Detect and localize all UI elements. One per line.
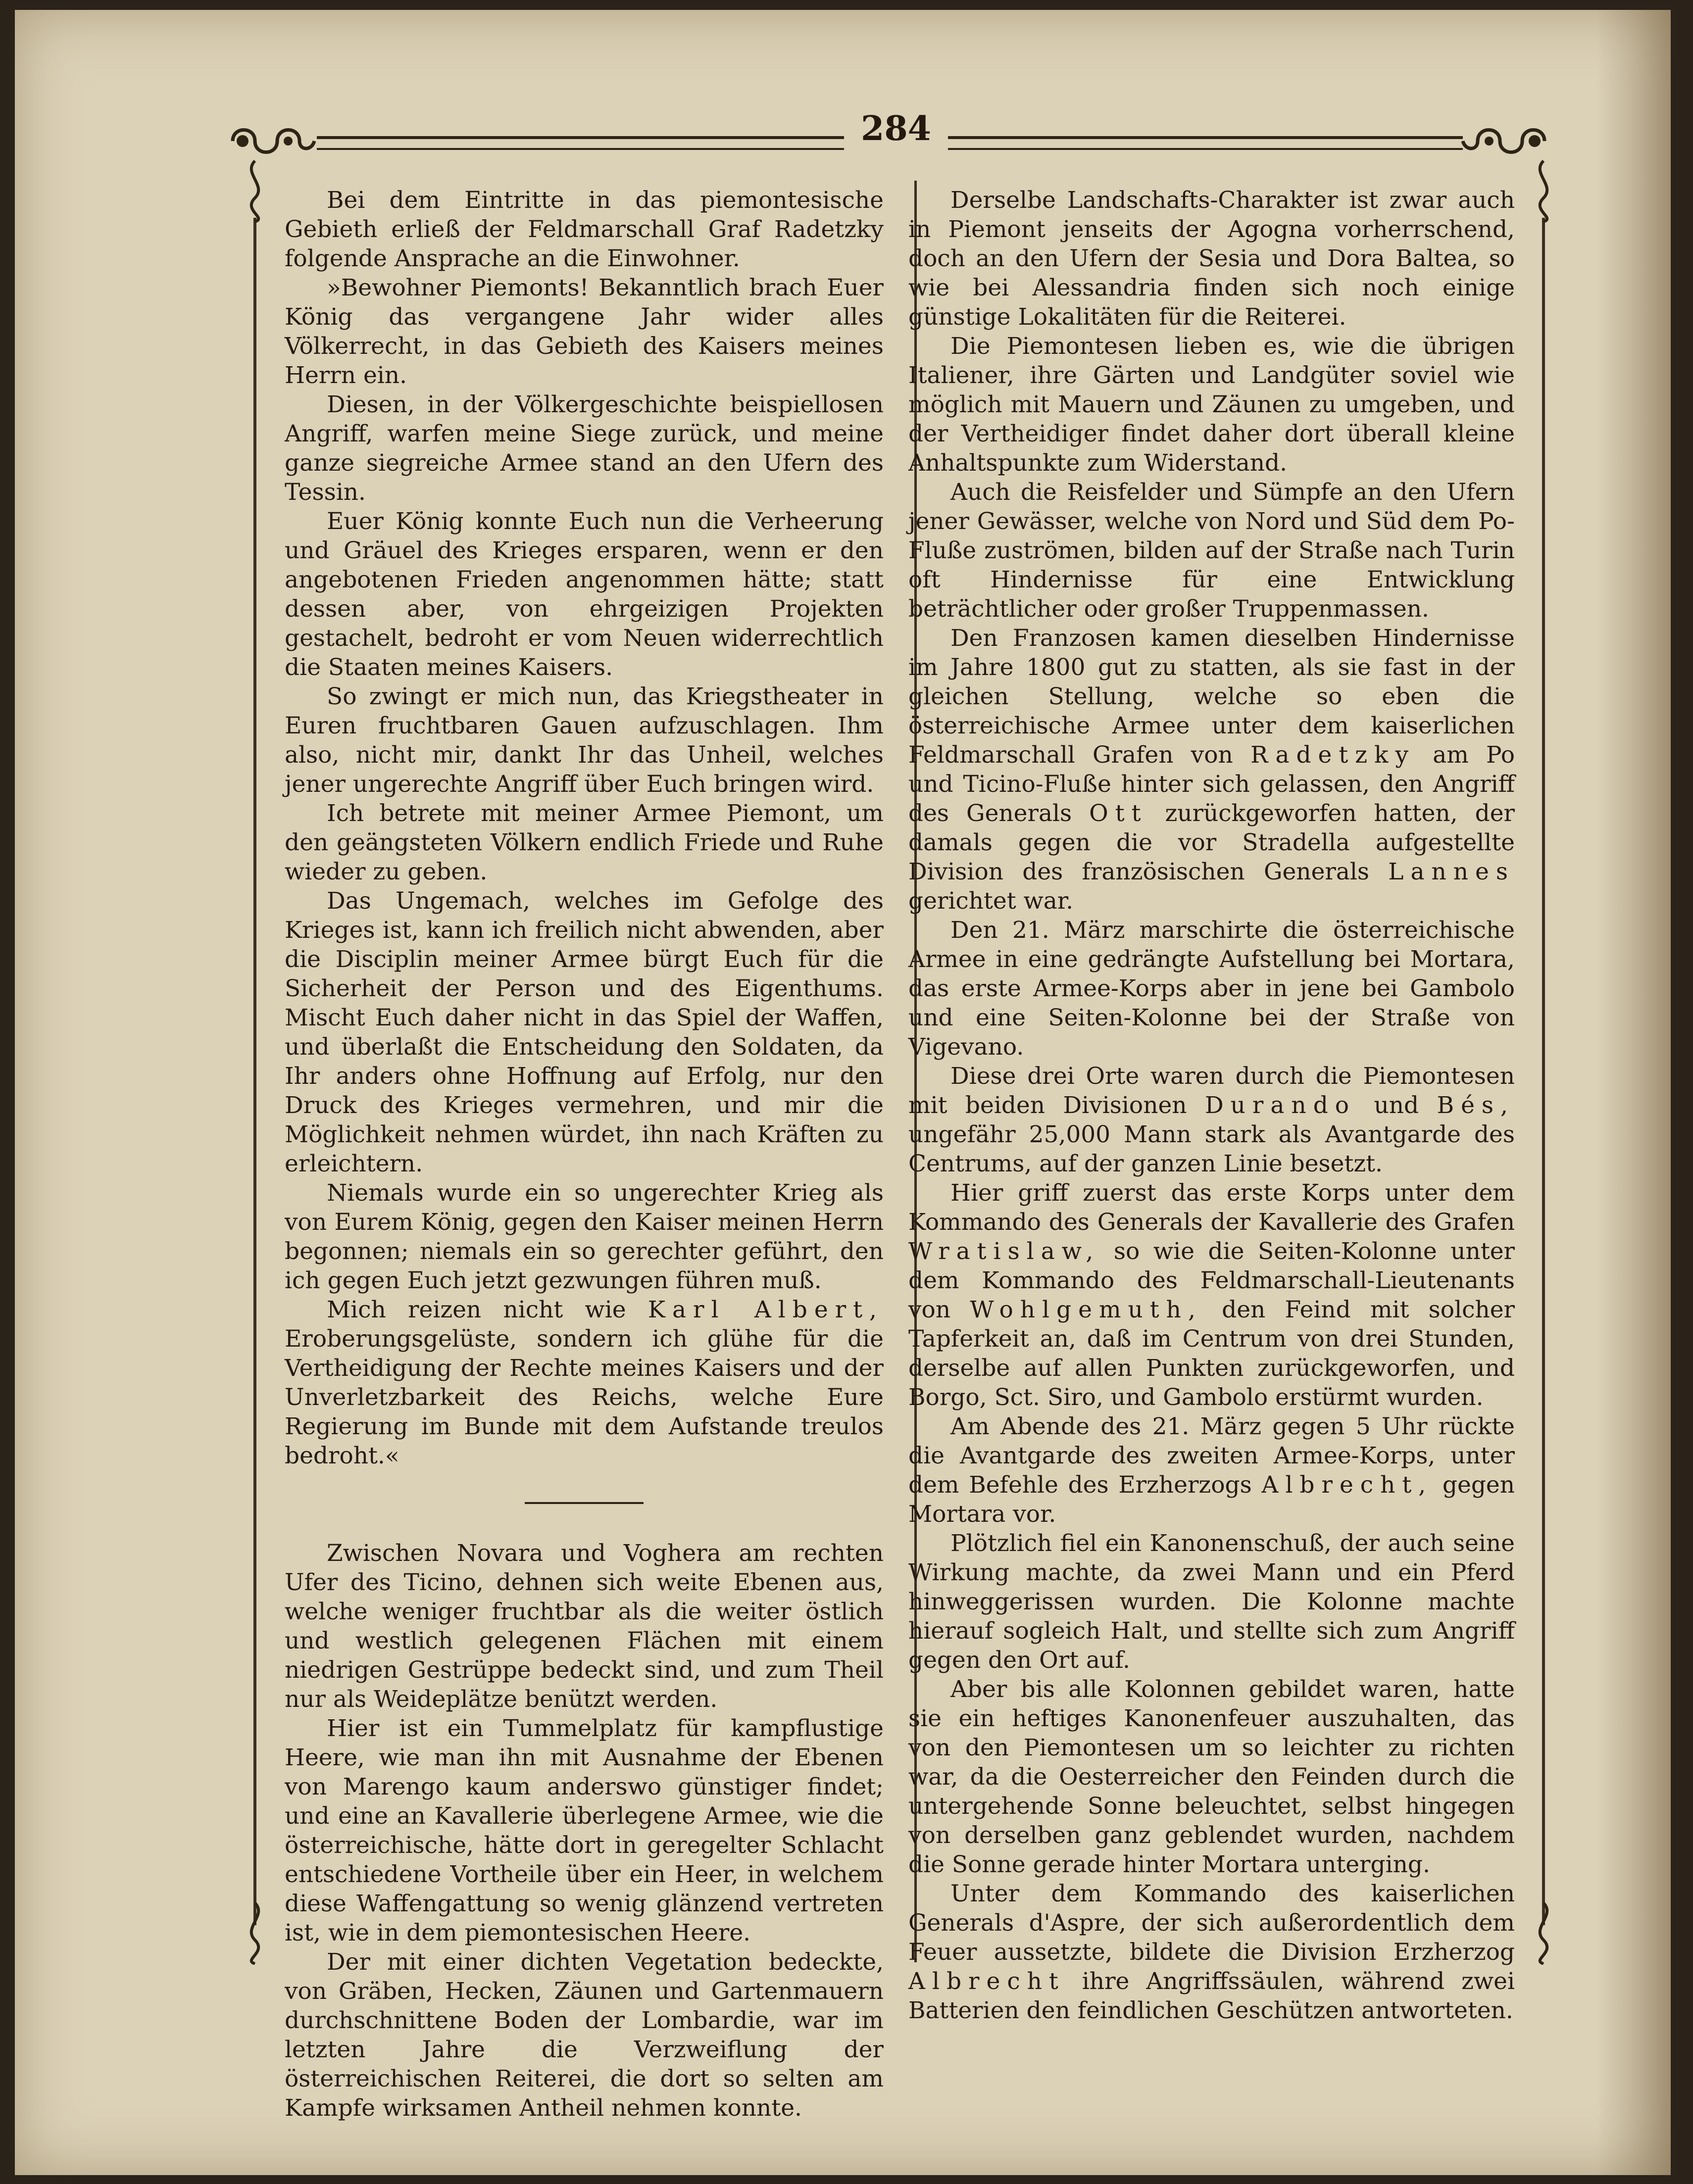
paragraph: Bei dem Eintritte in das piemontesische Gebieth erließ der Feldmarschall Graf Radetzky folgende Ansprache an die Einwohner. (285, 187, 884, 272)
text-run: Den Franzosen kamen dieselben Hindernisse im Jahre 1800 gut zu statten, als sie fast in der gleichen Stellung, welche so eben die österreichische Armee unter dem kaiserlichen Feldmarschall Grafen von (908, 625, 1515, 769)
paragraph: Das Ungemach, welches im Gefolge des Krieges ist, kann ich freilich nicht abwenden, aber die Disciplin meiner Armee bürgt Euch für die Sicherheit der Person und des Eigenthums. Mischt Euch daher nicht in das Spiel der Waffen, und überlaßt die Entscheidung den Soldaten, da Ihr anders ohne Hoffnung auf Erfolg, nur den Druck des Krieges vermehren, und mir die Möglichkeit nehmen würdet, ihn nach Kräften zu erleichtern. (285, 887, 884, 1177)
text-run: so wie die Seiten-Kolonne unter dem Kommando des Feldmarschall-Lieutenants von (908, 1238, 1515, 1323)
paragraph: Ich betrete mit meiner Armee Piemont, um den geängsteten Völkern endlich Friede und Ruhe wieder zu geben. (285, 800, 884, 885)
paragraph: »Bewohner Piemonts! Bekanntlich brach Euer König das vergangene Jahr wider alles Völkerrecht, in das Gebieth des Kaisers meines Herrn ein. (285, 274, 884, 389)
text-run: ungefähr 25,000 Mann stark als Avantgarde des Centrums, auf der ganzen Linie besetzt. (908, 1121, 1515, 1177)
header-ornament-left (228, 121, 317, 161)
person-name: Wohlgemuth, (970, 1296, 1202, 1323)
paragraph: Plötzlich fiel ein Kanonenschuß, der auch seine Wirkung machte, da zwei Mann und ein Pferd hinweggerissen wurden. Die Kolonne machte hierauf sogleich Halt, und stellte sich zum Angriff gegen den Ort auf. (908, 1530, 1515, 1674)
right-column (908, 186, 1515, 2025)
paragraph: Derselbe Landschafts-Charakter ist zwar auch in Piemont jenseits der Agogna vorherrschend, doch an den Ufern der Sesia und Dora Baltea, so wie bei Alessandria finden sich noch einige günstige Lokalitäten für die Reiterei. (908, 187, 1515, 331)
text-run: gegen Mortara vor. (908, 1471, 1515, 1528)
paragraph (908, 1412, 1515, 1529)
header-rule-right (948, 136, 1463, 150)
text-run: ihre Angriffssäulen, während zwei Batterien den feindlichen Geschützen antworteten. (908, 1968, 1515, 2024)
vine-ornament-icon (1529, 158, 1558, 223)
person-name: Albrecht (908, 1968, 1065, 1995)
text-run: Diese drei Orte waren durch die Piemontesen mit beiden Divisionen (908, 1063, 1515, 1119)
left-border-ornament-bottom (240, 1900, 270, 1965)
text-run: am Po und Ticino-Fluße hinter sich gelassen, den Angriff des Generals (908, 741, 1515, 827)
paragraph: Diesen, in der Völkergeschichte beispiellosen Angriff, warfen meine Siege zurück, und meine ganze siegreiche Armee stand an den Ufern des Tessin. (285, 391, 884, 506)
paragraph (908, 1178, 1515, 1412)
paragraph: Zwischen Novara und Voghera am rechten Ufer des Ticino, dehnen sich weite Ebenen aus, welche weniger fruchtbar als die weiter östlich und westlich gelegenen Flächen mit einem niedrigen Gestrüppe bedeckt sind, und zum Theil nur als Weideplätze benützt werden. (285, 1540, 884, 1713)
text-run: Eroberungsgelüste, sondern ich glühe für die Vertheidigung der Rechte meines Kaisers und der Unverletzbarkeit des Reichs, welche Eure Regierung im Bunde mit dem Aufstande treulos bedroht.« (285, 1325, 884, 1469)
paragraph (908, 1879, 1515, 2025)
person-name: Ott (1089, 800, 1148, 827)
person-name: Wratislaw, (908, 1238, 1100, 1265)
text-run: gerichtet war. (908, 887, 1074, 915)
paragraph: Die Piemontesen lieben es, wie die übrigen Italiener, ihre Gärten und Landgüter soviel wie möglich mit Mauern und Zäunen zu umgeben, und der Vertheidiger findet daher dort überall kleine Anhaltspunkte zum Widerstand. (908, 333, 1515, 477)
paragraph (285, 1295, 884, 1470)
text-run: Mich reizen nicht wie (327, 1296, 648, 1323)
vine-ornament-icon (1529, 1900, 1558, 1965)
section-divider (525, 1502, 644, 1504)
paragraph: So zwingt er mich nun, das Kriegstheater in Euren fruchtbaren Gauen aufzuschlagen. Ihm also, nicht mir, dankt Ihr das Unheil, welches jener ungerechte Angriff über Euch bringen wird. (285, 683, 884, 798)
person-name: Durando (1204, 1092, 1356, 1119)
newspaper-page (15, 10, 1671, 2175)
text-run: den Feind mit solcher Tapferkeit an, daß im Centrum von drei Stunden, derselbe auf allen Punkten zurückgeworfen, und Borgo, Sct. Siro, und Gambolo erstürmt wurden. (908, 1296, 1515, 1411)
paragraph (908, 1062, 1515, 1178)
scroll-ornament-icon (228, 121, 317, 161)
person-name: Lannes (1388, 858, 1515, 885)
paragraph (908, 624, 1515, 916)
vine-ornament-icon (240, 1900, 270, 1965)
paragraph: Euer König konnte Euch nun die Verheerung und Gräuel des Krieges ersparen, wenn er den angebotenen Frieden angenommen hätte; statt dessen aber, von ehrgeizigen Projekten gestachelt, bedroht er vom Neuen widerrechtlich die Staaten meines Kaisers. (285, 508, 884, 681)
paragraph: Aber bis alle Kolonnen gebildet waren, hatte sie ein heftiges Kanonenfeuer auszuhalten, das von den Piemontesen um so leichter zu richten war, da die Oesterreicher den Feinden durch die untergehende Sonne beleuchtet, selbst hingegen von derselben ganz geblendet wurden, nachdem die Sonne gerade hinter Mortara unterging. (908, 1676, 1515, 1878)
scroll-ornament-icon (1460, 121, 1549, 161)
page-number: 284 (861, 109, 931, 148)
person-name: Karl Albert, (647, 1296, 884, 1323)
paragraph: Auch die Reisfelder und Sümpfe an den Ufern jener Gewässer, welche von Nord und Süd dem Po-Fluße zuströmen, bilden auf der Straße nach Turin oft Hindernisse für eine Entwicklung beträchtlicher oder großer Truppenmassen. (908, 479, 1515, 623)
vine-ornament-icon (240, 158, 270, 223)
left-column (285, 186, 884, 2123)
header-rule-left (317, 136, 844, 150)
right-border-ornament-top (1529, 158, 1558, 223)
paragraph: Der mit einer dichten Vegetation bedeckte, von Gräben, Hecken, Zäunen und Gartenmauern durchschnittene Boden der Lombardie, war im letzten Jahre die Verzweiflung der österreichischen Reiterei, die dort so selten am Kampfe wirksamen Antheil nehmen konnte. (285, 1948, 884, 2122)
header-ornament-right (1460, 121, 1549, 161)
text-run: Hier griff zuerst das erste Korps unter dem Kommando des Generals der Kavallerie des Grafen (908, 1179, 1515, 1236)
person-name: Radetzky (1250, 741, 1416, 769)
right-border-rule (1542, 218, 1545, 1925)
person-name: Albrecht, (1261, 1471, 1433, 1499)
right-border-ornament-bottom (1529, 1900, 1558, 1965)
paragraph: Niemals wurde ein so ungerechter Krieg als von Eurem König, gegen den Kaiser meinen Herrn begonnen; niemals ein so gerechter geführt, den ich gegen Euch jetzt gezwungen führen muß. (285, 1179, 884, 1294)
person-name: Bés, (1437, 1092, 1515, 1119)
text-run: zurückgeworfen hatten, der damals gegen die vor Stradella aufgestellte Division des französischen Generals (908, 800, 1515, 885)
text-run: und (1356, 1092, 1437, 1119)
paragraph: Den 21. März marschirte die österreichische Armee in eine gedrängte Aufstellung bei Mortara, das erste Armee-Korps aber in jene bei Gambolo und eine Seiten-Kolonne bei der Straße von Vigevano. (908, 917, 1515, 1061)
left-border-rule (253, 218, 256, 1925)
text-run: Am Abende des 21. März gegen 5 Uhr rückte die Avantgarde des zweiten Armee-Korps, unter dem Befehle des Erzherzogs (908, 1413, 1515, 1499)
text-run: Unter dem Kommando des kaiserlichen Generals d'Aspre, der sich außerordentlich dem Feuer aussetzte, bildete die Division Erzherzog (908, 1880, 1515, 1966)
paragraph: Hier ist ein Tummelplatz für kampflustige Heere, wie man ihn mit Ausnahme der Ebenen von Marengo kaum anderswo günstiger findet; und eine an Kavallerie überlegene Armee, wie die österreichische, hätte dort in geregelter Schlacht entschiedene Vortheile über ein Heer, in welchem diese Waffengattung so wenig glänzend vertreten ist, wie in dem piemontesischen Heere. (285, 1715, 884, 1946)
binding-shadow (1596, 10, 1671, 2175)
left-border-ornament-top (240, 158, 270, 223)
